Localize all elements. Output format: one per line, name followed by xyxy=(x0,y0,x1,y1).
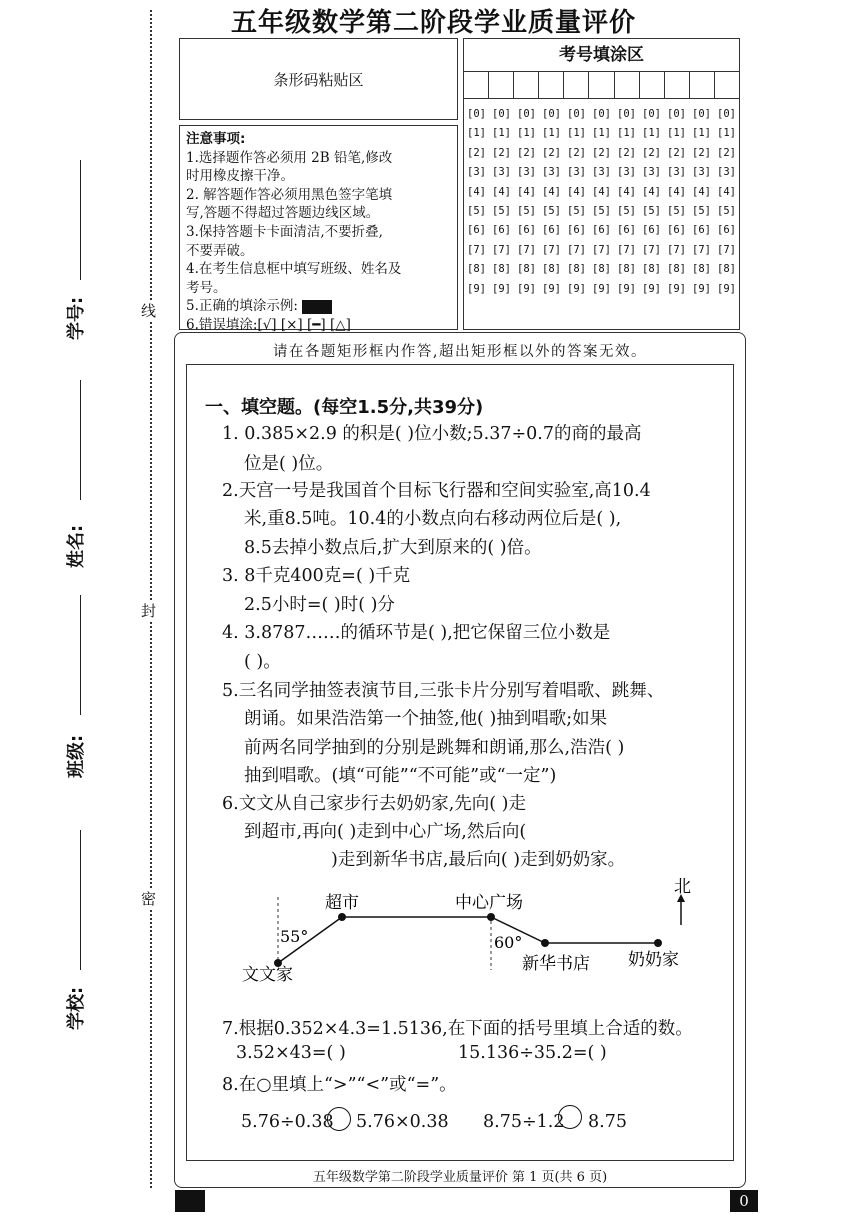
exam-digit-bubble[interactable]: [2] xyxy=(717,146,736,159)
exam-digit-bubble[interactable]: [3] xyxy=(692,166,711,179)
exam-number-write-row[interactable] xyxy=(464,72,739,99)
q8-expr: 5.76÷0.38 xyxy=(241,1112,334,1132)
exam-digit-bubble[interactable]: [0] xyxy=(617,108,636,120)
exam-digit-bubble[interactable]: [0] xyxy=(492,108,511,120)
exam-digit-bubble[interactable]: [2] xyxy=(642,146,661,159)
q8-expr: 8.75 xyxy=(588,1112,627,1132)
exam-digit-column[interactable] xyxy=(614,105,639,299)
exam-digit-bubble[interactable]: [4] xyxy=(692,185,711,198)
exam-digit-bubble[interactable]: [7] xyxy=(467,243,486,256)
student-id-label: 学号: xyxy=(66,296,87,340)
exam-digit-column[interactable] xyxy=(664,105,689,299)
exam-digit-bubble[interactable]: [5] xyxy=(717,205,736,218)
notes-box xyxy=(179,125,458,333)
exam-digit-column[interactable] xyxy=(589,105,614,299)
exam-digit-bubble[interactable]: [2] xyxy=(492,146,511,159)
plaza-point xyxy=(487,913,495,921)
q2-line: 2.天宫一号是我国首个目标飞行器和空间实验室,高10.4 xyxy=(222,481,651,501)
exam-digit-bubble[interactable]: [2] xyxy=(567,146,586,159)
exam-digit-bubble[interactable]: [9] xyxy=(542,282,561,295)
exam-digit-bubble[interactable]: [9] xyxy=(517,282,536,295)
answer-instruction: 请在各题矩形框内作答,超出矩形框以外的答案无效。 xyxy=(272,344,648,360)
exam-digit-bubble[interactable]: [7] xyxy=(542,243,561,256)
exam-digit-bubble[interactable]: [6] xyxy=(692,224,711,237)
alignment-mark-right: 0 xyxy=(730,1190,758,1212)
exam-digit-bubble[interactable]: [4] xyxy=(592,185,611,198)
exam-digit-bubble[interactable]: [6] xyxy=(467,224,486,237)
exam-digit-bubble[interactable]: [2] xyxy=(467,146,486,159)
exam-digit-bubble[interactable]: [0] xyxy=(467,108,486,120)
exam-digit-bubble[interactable]: [5] xyxy=(617,205,636,218)
exam-digit-bubble[interactable]: [1] xyxy=(667,127,686,140)
exam-digit-bubble[interactable]: [1] xyxy=(717,127,736,140)
exam-digit-bubble[interactable]: [4] xyxy=(667,185,686,198)
exam-digit-bubble[interactable]: [8] xyxy=(692,263,711,276)
exam-digit-bubble[interactable]: [7] xyxy=(692,243,711,256)
exam-number-area xyxy=(463,38,740,330)
q6-line: )走到新华书店,最后向( )走到奶奶家。 xyxy=(331,850,626,870)
exam-digit-bubble[interactable]: [6] xyxy=(667,224,686,237)
exam-digit-bubble[interactable]: [8] xyxy=(617,263,636,276)
plaza-label: 中心广场 xyxy=(455,893,523,913)
q7-line: 15.136÷35.2=( ) xyxy=(458,1043,607,1063)
exam-digit-bubble[interactable]: [1] xyxy=(617,127,636,140)
q2-line: 8.5去掉小数点后,扩大到原来的( )倍。 xyxy=(244,538,542,558)
exam-digit-bubble[interactable]: [9] xyxy=(467,282,486,295)
exam-number-bubbles[interactable] xyxy=(464,99,739,299)
exam-digit-bubble[interactable]: [2] xyxy=(542,146,561,159)
barcode-label: 条形码粘贴区 xyxy=(273,70,364,89)
exam-digit-bubble[interactable]: [2] xyxy=(692,146,711,159)
exam-digit-bubble[interactable]: [5] xyxy=(492,205,511,218)
q2-line: 米,重8.5吨。10.4的小数点向右移动两位后是( ), xyxy=(244,509,622,529)
exam-digit-bubble[interactable]: [5] xyxy=(592,205,611,218)
exam-digit-bubble[interactable]: [5] xyxy=(667,205,686,218)
exam-digit-bubble[interactable]: [2] xyxy=(517,146,536,159)
bookstore-point xyxy=(541,939,549,947)
exam-digit-bubble[interactable]: [7] xyxy=(617,243,636,256)
exam-digit-bubble[interactable]: [2] xyxy=(667,146,686,159)
exam-digit-bubble[interactable]: [1] xyxy=(517,127,536,140)
q8-expr: 8.75÷1.2 xyxy=(483,1112,565,1132)
route-path xyxy=(278,917,658,963)
exam-digit-bubble[interactable]: [0] xyxy=(567,108,586,120)
exam-digit-bubble[interactable]: [3] xyxy=(667,166,686,179)
exam-digit-bubble[interactable]: [8] xyxy=(567,263,586,276)
exam-digit-bubble[interactable]: [8] xyxy=(542,263,561,276)
alignment-mark-left xyxy=(175,1190,205,1212)
exam-digit-bubble[interactable]: [1] xyxy=(467,127,486,140)
notes-line: 1.选择题作答必须用 2B 铅笔,修改 xyxy=(186,149,393,166)
exam-digit-bubble[interactable]: [7] xyxy=(717,243,736,256)
exam-digit-bubble[interactable]: [3] xyxy=(517,166,536,179)
class-label: 班级: xyxy=(66,734,87,778)
binding-dotted-line xyxy=(150,10,152,1188)
q5-line: 抽到唱歌。(填“可能”“不可能”或“一定”) xyxy=(244,766,557,786)
exam-digit-bubble[interactable]: [4] xyxy=(717,185,736,198)
exam-digit-bubble[interactable]: [8] xyxy=(642,263,661,276)
home-label: 文文家 xyxy=(242,965,293,985)
exam-digit-bubble[interactable]: [1] xyxy=(592,127,611,140)
exam-digit-bubble[interactable]: [2] xyxy=(592,146,611,159)
exam-digit-bubble[interactable]: [4] xyxy=(517,185,536,198)
name-field[interactable] xyxy=(80,380,81,500)
exam-digit-column[interactable] xyxy=(639,105,664,299)
correct-fill-sample xyxy=(302,300,332,314)
exam-digit-bubble[interactable]: [9] xyxy=(492,282,511,295)
supermarket-label: 超市 xyxy=(325,893,359,913)
exam-digit-bubble[interactable]: [9] xyxy=(667,282,686,295)
notes-line: 考号。 xyxy=(186,279,227,296)
exam-digit-bubble[interactable]: [8] xyxy=(492,263,511,276)
exam-digit-bubble[interactable]: [7] xyxy=(567,243,586,256)
notes-line: 3.保持答题卡卡面清洁,不要折叠, xyxy=(186,223,383,240)
seal-char-line: 线 xyxy=(141,302,157,320)
exam-digit-bubble[interactable]: [4] xyxy=(467,185,486,198)
exam-digit-column[interactable] xyxy=(539,105,564,299)
exam-digit-bubble[interactable]: [7] xyxy=(492,243,511,256)
exam-digit-column[interactable] xyxy=(564,105,589,299)
name-label: 姓名: xyxy=(66,524,87,568)
exam-digit-bubble[interactable]: [5] xyxy=(467,205,486,218)
supermarket-point xyxy=(338,913,346,921)
exam-digit-bubble[interactable]: [8] xyxy=(717,263,736,276)
answer-circle[interactable] xyxy=(327,1107,351,1131)
class-field[interactable] xyxy=(80,595,81,715)
q3-line: 3. 8千克400克=( )千克 xyxy=(222,566,411,586)
exam-digit-bubble[interactable]: [7] xyxy=(517,243,536,256)
page-title: 五年级数学第二阶段学业质量评价 xyxy=(230,8,636,38)
exam-digit-bubble[interactable]: [6] xyxy=(567,224,586,237)
exam-digit-bubble[interactable]: [1] xyxy=(692,127,711,140)
q8-line: 8.在○里填上“>”“<”或“=”。 xyxy=(222,1075,457,1095)
exam-digit-column[interactable] xyxy=(489,105,514,299)
notes-line: 写,答题不得超过答题边线区域。 xyxy=(186,205,380,222)
exam-digit-bubble[interactable]: [0] xyxy=(592,108,611,120)
exam-digit-bubble[interactable]: [1] xyxy=(492,127,511,140)
angle-60-label: 60° xyxy=(494,933,523,952)
notes-line: 4.在考生信息框中填写班级、姓名及 xyxy=(186,261,402,278)
exam-digit-bubble[interactable]: [3] xyxy=(592,166,611,179)
notes-line: 不要弄破。 xyxy=(186,242,254,259)
exam-digit-bubble[interactable]: [6] xyxy=(717,224,736,237)
exam-digit-bubble[interactable]: [8] xyxy=(467,263,486,276)
exam-digit-bubble[interactable]: [6] xyxy=(617,224,636,237)
exam-digit-bubble[interactable]: [5] xyxy=(642,205,661,218)
exam-digit-bubble[interactable]: [2] xyxy=(617,146,636,159)
exam-digit-bubble[interactable]: [4] xyxy=(492,185,511,198)
exam-digit-bubble[interactable]: [3] xyxy=(642,166,661,179)
q5-line: 朗诵。如果浩浩第一个抽签,他( )抽到唱歌;如果 xyxy=(244,709,608,729)
exam-digit-bubble[interactable]: [9] xyxy=(717,282,736,295)
exam-digit-bubble[interactable]: [6] xyxy=(642,224,661,237)
angle-55-label: 55° xyxy=(280,927,309,946)
notes-title: 注意事项: xyxy=(186,131,246,147)
exam-digit-bubble[interactable]: [9] xyxy=(642,282,661,295)
exam-digit-bubble[interactable]: [0] xyxy=(692,108,711,120)
exam-digit-bubble[interactable]: [4] xyxy=(567,185,586,198)
q7-line: 7.根据0.352×4.3=1.5136,在下面的括号里填上合适的数。 xyxy=(222,1019,693,1039)
q6-line: 6.文文从自己家步行去奶奶家,先向( )走 xyxy=(222,794,526,814)
q1-line: 位是( )位。 xyxy=(244,454,334,474)
seal-char-secret: 密 xyxy=(141,890,157,908)
exam-digit-bubble[interactable]: [0] xyxy=(717,108,736,120)
page-footer: 五年级数学第二阶段学业质量评价 第 1 页(共 6 页) xyxy=(312,1170,608,1185)
grandma-point xyxy=(654,939,662,947)
bookstore-label: 新华书店 xyxy=(522,954,590,974)
q6-line: 到超市,再向( )走到中心广场,然后向( xyxy=(244,822,527,842)
q4-line: ( )。 xyxy=(244,652,281,672)
exam-digit-bubble[interactable]: [8] xyxy=(517,263,536,276)
exam-digit-bubble[interactable]: [3] xyxy=(492,166,511,179)
exam-digit-bubble[interactable]: [8] xyxy=(592,263,611,276)
exam-digit-bubble[interactable]: [3] xyxy=(467,166,486,179)
exam-digit-bubble[interactable]: [4] xyxy=(617,185,636,198)
exam-digit-column[interactable] xyxy=(514,105,539,299)
seal-char-seal: 封 xyxy=(141,602,157,620)
exam-digit-bubble[interactable]: [6] xyxy=(542,224,561,237)
q5-line: 前两名同学抽到的分别是跳舞和朗诵,那么,浩浩( ) xyxy=(244,738,625,758)
exam-digit-bubble[interactable]: [7] xyxy=(667,243,686,256)
exam-digit-bubble[interactable]: [5] xyxy=(692,205,711,218)
exam-digit-bubble[interactable]: [4] xyxy=(642,185,661,198)
exam-digit-column[interactable] xyxy=(464,105,489,299)
q4-line: 4. 3.8787……的循环节是( ),把它保留三位小数是 xyxy=(222,623,611,643)
exam-digit-bubble[interactable]: [6] xyxy=(517,224,536,237)
notes-line: 6.错误填涂:[√] [×] [━] [△] xyxy=(186,316,351,333)
exam-digit-bubble[interactable]: [9] xyxy=(567,282,586,295)
exam-digit-bubble[interactable]: [3] xyxy=(717,166,736,179)
exam-digit-bubble[interactable]: [3] xyxy=(567,166,586,179)
exam-digit-bubble[interactable]: [0] xyxy=(517,108,536,120)
exam-digit-bubble[interactable]: [8] xyxy=(667,263,686,276)
exam-digit-bubble[interactable]: [0] xyxy=(667,108,686,120)
route-map xyxy=(230,875,710,995)
exam-digit-bubble[interactable]: [1] xyxy=(642,127,661,140)
exam-digit-bubble[interactable]: [9] xyxy=(617,282,636,295)
exam-digit-bubble[interactable]: [5] xyxy=(542,205,561,218)
exam-digit-column[interactable] xyxy=(714,105,739,299)
notes-line: 时用橡皮擦干净。 xyxy=(186,168,294,185)
q7-line: 3.52×43=( ) xyxy=(236,1043,346,1063)
exam-digit-bubble[interactable]: [4] xyxy=(542,185,561,198)
exam-digit-bubble[interactable]: [7] xyxy=(642,243,661,256)
notes-line: 5.正确的填涂示例: xyxy=(186,297,451,316)
exam-digit-bubble[interactable]: [5] xyxy=(517,205,536,218)
q1-line: 1. 0.385×2.9 的积是( )位小数;5.37÷0.7的商的最高 xyxy=(222,424,642,444)
barcode-area xyxy=(179,38,458,120)
north-label: 北 xyxy=(674,877,691,897)
grandma-label: 奶奶家 xyxy=(628,950,679,970)
exam-digit-bubble[interactable]: [0] xyxy=(642,108,661,120)
student-id-field[interactable] xyxy=(80,160,81,280)
school-field[interactable] xyxy=(80,830,81,970)
exam-digit-bubble[interactable]: [6] xyxy=(492,224,511,237)
exam-digit-bubble[interactable]: [1] xyxy=(567,127,586,140)
q5-line: 5.三名同学抽签表演节目,三张卡片分别写着唱歌、跳舞、 xyxy=(222,681,665,701)
exam-digit-column[interactable] xyxy=(689,105,714,299)
exam-digit-bubble[interactable]: [9] xyxy=(692,282,711,295)
q8-expr: 5.76×0.38 xyxy=(356,1112,449,1132)
exam-number-title: 考号填涂区 xyxy=(464,39,739,72)
q3-line: 2.5小时=( )时( )分 xyxy=(244,595,395,615)
answer-circle[interactable] xyxy=(558,1105,582,1129)
exam-digit-bubble[interactable]: [7] xyxy=(592,243,611,256)
exam-digit-bubble[interactable]: [1] xyxy=(542,127,561,140)
exam-digit-bubble[interactable]: [0] xyxy=(542,108,561,120)
exam-digit-bubble[interactable]: [5] xyxy=(567,205,586,218)
exam-digit-bubble[interactable]: [9] xyxy=(592,282,611,295)
notes-line: 2. 解答题作答必须用黑色签字笔填 xyxy=(186,186,393,203)
school-label: 学校: xyxy=(66,986,87,1030)
section-heading: 一、填空题。(每空1.5分,共39分) xyxy=(205,397,484,418)
exam-digit-bubble[interactable]: [6] xyxy=(592,224,611,237)
exam-digit-bubble[interactable]: [3] xyxy=(542,166,561,179)
exam-digit-bubble[interactable]: [3] xyxy=(617,166,636,179)
